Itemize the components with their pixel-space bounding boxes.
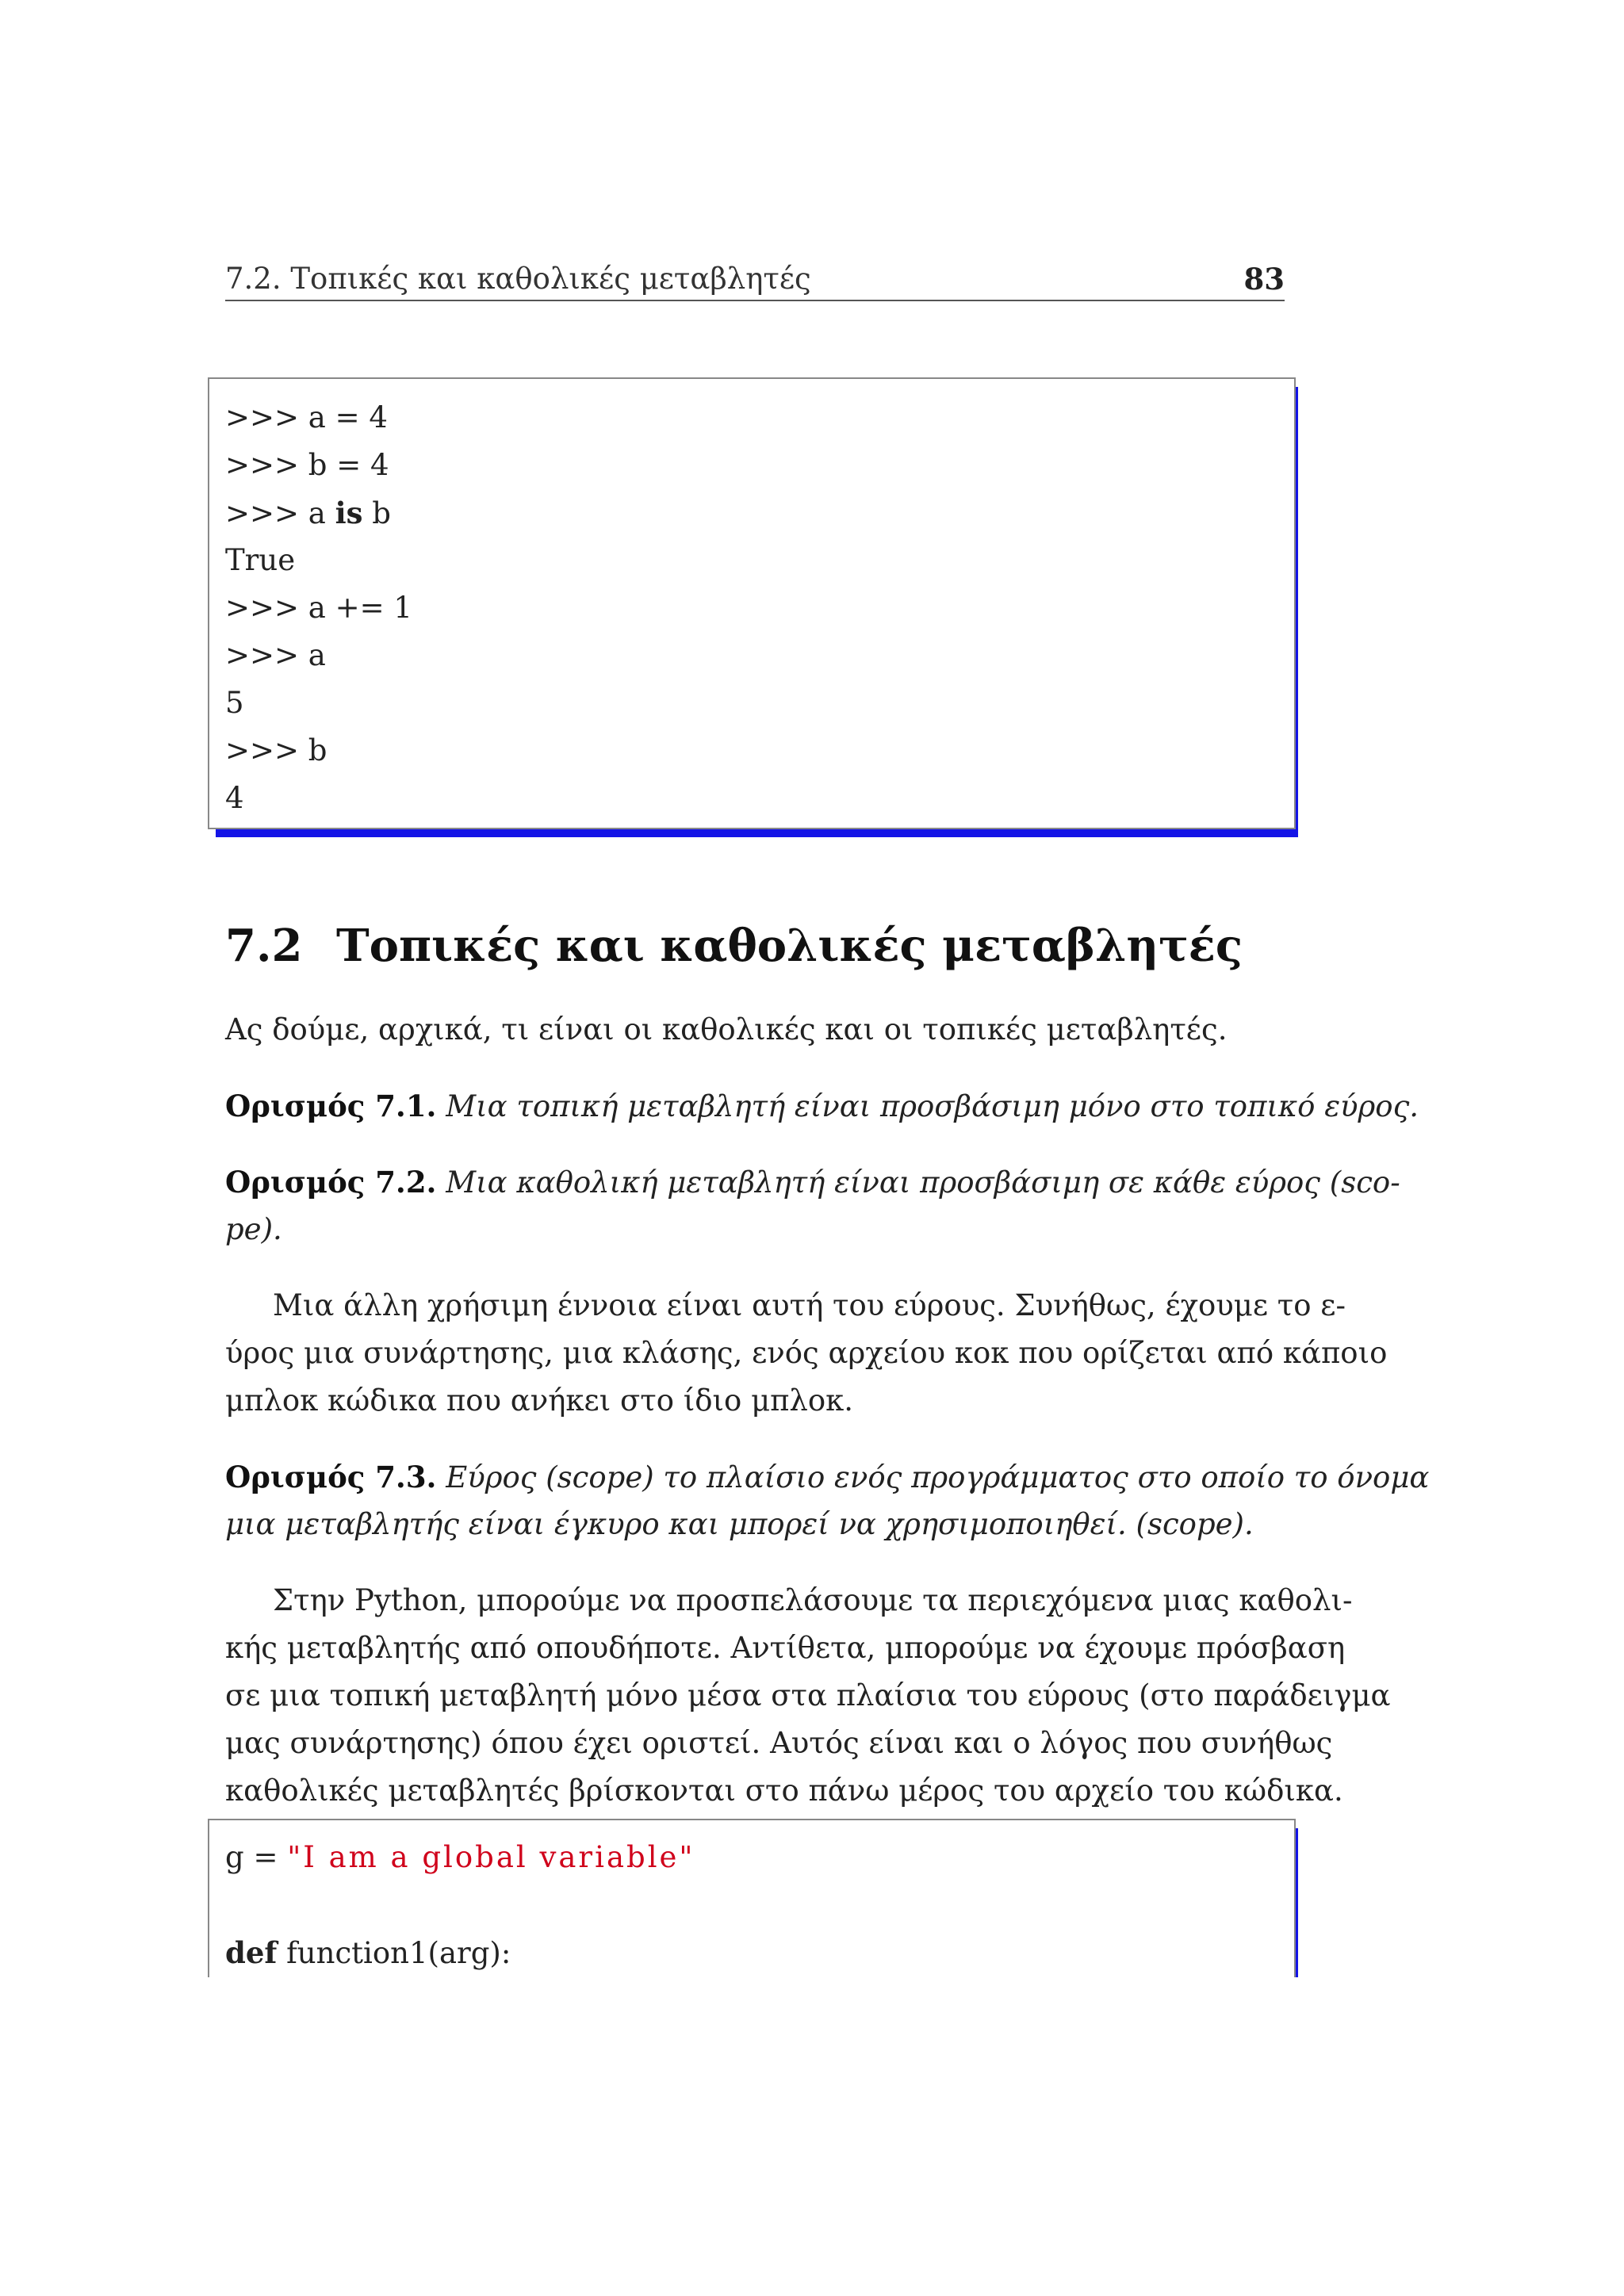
section-title: Τοπικές και καθολικές μεταβλητές <box>336 920 1243 972</box>
code-line: >>> a = 4 <box>225 400 388 434</box>
code-line: def function1(arg): <box>225 1935 511 1970</box>
definition-label: Ορισμός 7.3. <box>225 1460 437 1494</box>
code-string: "I am a global variable" <box>287 1840 695 1874</box>
code-line: >>> a is b <box>225 496 391 530</box>
definition-label: Ορισμός 7.1. <box>225 1089 437 1123</box>
code-keyword: is <box>335 496 363 530</box>
code-listing-repl <box>208 377 1296 829</box>
definition-7-2-continued: pe). <box>225 1212 282 1246</box>
definition-7-3-continued: μια μεταβλητής είναι έγκυρο και μπορεί να χρησιμοποιηθεί. (scope). <box>225 1507 1254 1541</box>
paragraph-line: καθολικές μεταβλητές βρίσκονται στο πάνω μέρος του αρχείο του κώδικα. <box>225 1774 1343 1808</box>
intro-paragraph: Ας δούμε, αρχικά, τι είναι οι καθολικές και οι τοπικές μεταβλητές. <box>225 1012 1228 1047</box>
paragraph-line: μπλοκ κώδικα που ανήκει στο ίδιο μπλοκ. <box>225 1383 854 1418</box>
code-keyword: def <box>225 1935 278 1970</box>
running-header-title: 7.2. Τοπικές και καθολικές μεταβλητές <box>225 262 811 296</box>
definition-text: Μια τοπική μεταβλητή είναι προσβάσιμη μόνο στο τοπικό εύρος. <box>446 1089 1419 1123</box>
code-line: >>> a += 1 <box>225 591 412 625</box>
code-line: >>> b = 4 <box>225 448 389 482</box>
definition-7-2 <box>225 1164 1400 1201</box>
code-output: True <box>225 543 296 577</box>
section-number: 7.2 <box>225 920 303 972</box>
definition-text: Εύρος (scope) το πλαίσιο ενός προγράμματος στο οποίο το όνομα <box>446 1460 1430 1494</box>
running-header <box>225 255 1285 301</box>
code-line: g = "I am a global variable" <box>225 1840 695 1874</box>
definition-text: Μια καθολική μεταβλητή είναι προσβάσιμη σε κάθε εύρος (sco- <box>446 1165 1400 1200</box>
code-output: 4 <box>225 781 244 815</box>
paragraph-line: κής μεταβλητής από οπουδήποτε. Αντίθετα, μπορούμε να έχουμε πρόσβαση <box>225 1631 1346 1665</box>
code-listing-python <box>208 1819 1296 1977</box>
paragraph-line: Στην Python, μπορούμε να προσπελάσουμε τα περιεχόμενα μιας καθολι- <box>273 1583 1353 1617</box>
definition-7-1 <box>225 1088 1419 1125</box>
paragraph-line: μας συνάρτησης) όπου έχει οριστεί. Αυτός είναι και ο λόγος που συνήθως <box>225 1726 1333 1760</box>
definition-label: Ορισμός 7.2. <box>225 1165 437 1200</box>
code-line: >>> a <box>225 638 326 672</box>
paragraph-line: Μια άλλη χρήσιμη έννοια είναι αυτή του εύρους. Συνήθως, έχουμε το ε- <box>273 1288 1346 1322</box>
section-heading <box>225 920 1243 972</box>
page-number: 83 <box>1243 262 1285 297</box>
paragraph-line: ύρος μια συνάρτησης, μια κλάσης, ενός αρχείου κοκ που ορίζεται από κάποιο <box>225 1336 1388 1370</box>
code-line: >>> b <box>225 733 327 767</box>
code-output: 5 <box>225 686 244 720</box>
definition-7-3 <box>225 1459 1430 1496</box>
paragraph-line: σε μια τοπική μεταβλητή μόνο μέσα στα πλαίσια του εύρους (στο παράδειγμα <box>225 1678 1391 1712</box>
